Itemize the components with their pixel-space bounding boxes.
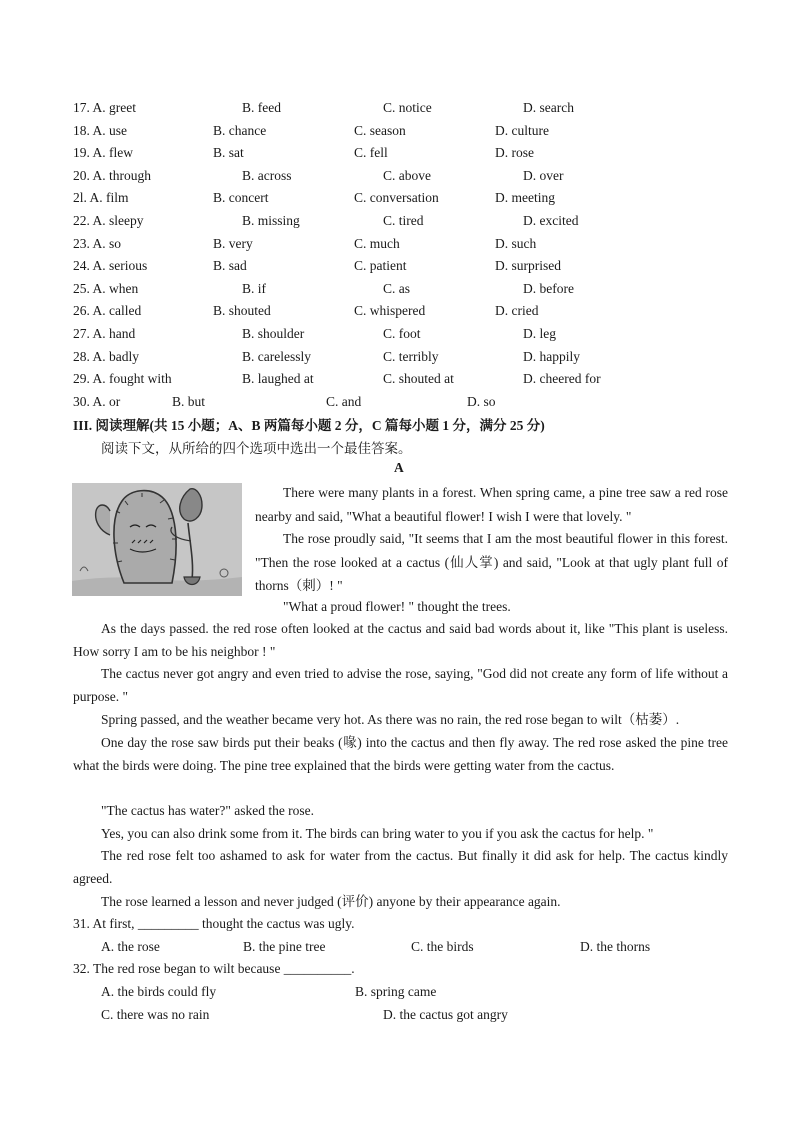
question-32-stem: 32. The red rose began to wilt because __________. <box>73 961 355 976</box>
vocab-option-a[interactable]: 26. A. called <box>73 303 142 319</box>
vocab-question-row <box>73 278 733 301</box>
vocab-option-b[interactable]: B. carelessly <box>242 348 311 364</box>
vocab-question-row <box>73 323 733 346</box>
vocab-option-b[interactable]: B. concert <box>213 190 269 206</box>
vocab-option-c[interactable]: C. as <box>383 280 410 296</box>
vocabulary-choices <box>73 97 733 413</box>
vocab-question-row <box>73 346 733 369</box>
passage-paragraph-4: As the days passed. the red rose often looked at the cactus and said bad words about it, like "This plant is useless. How sorry I am to be his neighbor ! " <box>73 621 728 659</box>
vocab-option-c[interactable]: C. terribly <box>383 348 439 364</box>
question-31-option-b[interactable]: B. the pine tree <box>243 939 326 954</box>
vocab-option-d[interactable]: D. such <box>495 235 537 251</box>
vocab-option-a[interactable]: 24. A. serious <box>73 258 148 274</box>
vocab-option-b[interactable]: B. but <box>172 393 206 409</box>
vocab-option-a[interactable]: 29. A. fought with <box>73 371 172 387</box>
question-32-option-d[interactable]: D. the cactus got angry <box>383 1007 508 1022</box>
vocab-option-a[interactable]: 2l. A. film <box>73 190 129 206</box>
vocab-option-d[interactable]: D. surprised <box>495 258 561 274</box>
vocab-option-d[interactable]: D. culture <box>495 122 549 138</box>
vocab-option-c[interactable]: C. and <box>326 393 362 409</box>
vocab-option-d[interactable]: D. so <box>467 393 496 409</box>
vocab-question-row <box>73 165 733 188</box>
passage-paragraph-10: The red rose felt too ashamed to ask for water from the cactus. But finally it did ask for help. The cactus kindly agreed. <box>73 848 728 886</box>
vocab-option-b[interactable]: B. chance <box>213 122 267 138</box>
vocab-option-d[interactable]: D. before <box>523 280 574 296</box>
vocab-option-c[interactable]: C. conversation <box>354 190 439 206</box>
vocab-question-row <box>73 97 733 120</box>
vocab-option-c[interactable]: C. patient <box>354 258 407 274</box>
vocab-option-b[interactable]: B. sat <box>213 145 244 161</box>
question-31-option-a[interactable]: A. the rose <box>101 939 160 954</box>
vocab-option-a[interactable]: 25. A. when <box>73 280 139 296</box>
vocab-option-a[interactable]: 20. A. through <box>73 167 152 183</box>
vocab-option-b[interactable]: B. across <box>242 167 292 183</box>
vocab-option-a[interactable]: 19. A. flew <box>73 145 133 161</box>
passage-paragraph-11: The rose learned a lesson and never judged (评价) anyone by their appearance again. <box>101 894 561 909</box>
vocab-option-a[interactable]: 22. A. sleepy <box>73 212 144 228</box>
question-31-option-c[interactable]: C. the birds <box>411 939 474 954</box>
question-31-stem: 31. At first, _________ thought the cactus was ugly. <box>73 916 355 931</box>
section-title: III. 阅读理解(共 15 小题；A、B 两篇每小题 2 分，C 篇每小题 1 分，满分 25 分) <box>73 418 545 433</box>
vocab-question-row <box>73 300 733 323</box>
vocab-option-a[interactable]: 18. A. use <box>73 122 127 138</box>
vocab-option-d[interactable]: D. search <box>523 100 574 115</box>
question-32-option-c[interactable]: C. there was no rain <box>101 1007 210 1022</box>
passage-label: A <box>394 460 404 475</box>
passage-paragraph-5: The cactus never got angry and even tried to advise the rose, saying, "God did not create any form of life without a purpose. " <box>73 666 728 704</box>
vocab-option-c[interactable]: C. shouted at <box>383 371 454 387</box>
vocab-option-d[interactable]: D. excited <box>523 212 579 228</box>
vocab-option-a[interactable]: 27. A. hand <box>73 325 136 341</box>
vocab-question-row <box>73 142 733 165</box>
vocab-option-b[interactable]: B. shouted <box>213 303 271 319</box>
vocab-option-a[interactable]: 30. A. or <box>73 393 121 409</box>
vocab-option-b[interactable]: B. feed <box>242 100 281 115</box>
vocab-option-c[interactable]: C. season <box>354 122 406 138</box>
vocab-option-c[interactable]: C. much <box>354 235 400 251</box>
passage-paragraph-7: One day the rose saw birds put their beaks (喙) into the cactus and then fly away. The red rose asked the pine tree what the birds were doing. The pine tree explained that the birds were getting water from the cactus. <box>73 735 728 773</box>
vocab-question-row <box>73 187 733 210</box>
vocab-option-c[interactable]: C. foot <box>383 325 421 341</box>
vocab-option-d[interactable]: D. cheered for <box>523 371 601 387</box>
vocab-question-row <box>73 120 733 143</box>
vocab-option-c[interactable]: C. fell <box>354 145 388 161</box>
passage-paragraph-1: There were many plants in a forest. When spring came, a pine tree saw a red rose nearby and said, "What a beautiful flower! I wish I were that lovely. " <box>255 485 728 524</box>
vocab-question-row <box>73 368 733 391</box>
vocab-option-c[interactable]: C. notice <box>383 100 432 115</box>
vocab-option-d[interactable]: D. cried <box>495 303 539 319</box>
vocab-option-d[interactable]: D. meeting <box>495 190 555 206</box>
passage-paragraph-9: Yes, you can also drink some from it. The birds can bring water to you if you ask the cactus for help. " <box>101 826 654 841</box>
vocab-option-d[interactable]: D. leg <box>523 325 556 341</box>
vocab-option-a[interactable]: 28. A. badly <box>73 348 139 364</box>
vocab-option-b[interactable]: B. if <box>242 280 267 296</box>
vocab-question-row <box>73 233 733 256</box>
passage-paragraph-2: The rose proudly said, "It seems that I am the most beautiful flower in this forest. "Then the rose looked at a cactus (仙人掌) and said, "Look at that ugly plant full of thorns（刺）! " <box>255 531 728 593</box>
vocab-question-row <box>73 391 733 414</box>
cactus-rose-illustration <box>72 483 242 596</box>
vocab-option-d[interactable]: D. over <box>523 167 564 183</box>
vocab-question-row <box>73 210 733 233</box>
passage-paragraph-8: "The cactus has water?" asked the rose. <box>101 803 315 818</box>
vocab-option-d[interactable]: D. rose <box>495 145 534 161</box>
section-instruction: 阅读下文，从所给的四个选项中选出一个最佳答案。 <box>101 441 412 456</box>
passage-paragraph-3: "What a proud flower! " thought the trees. <box>283 599 511 614</box>
passage-paragraph-6: Spring passed, and the weather became very hot. As there was no rain, the red rose began to wilt（枯萎）. <box>101 712 680 727</box>
vocab-option-a[interactable]: 17. A. greet <box>73 100 136 115</box>
vocab-option-c[interactable]: C. above <box>383 167 431 183</box>
question-31-option-d[interactable]: D. the thorns <box>580 939 651 954</box>
vocab-option-a[interactable]: 23. A. so <box>73 235 122 251</box>
vocab-option-b[interactable]: B. sad <box>213 258 247 274</box>
vocab-option-c[interactable]: C. whispered <box>354 303 426 319</box>
vocab-option-b[interactable]: B. missing <box>242 212 300 228</box>
question-32-option-a[interactable]: A. the birds could fly <box>101 984 217 999</box>
question-32-option-b[interactable]: B. spring came <box>355 984 437 999</box>
cactus-rose-drawing <box>72 483 242 596</box>
vocab-option-b[interactable]: B. shoulder <box>242 325 305 341</box>
vocab-question-row <box>73 255 733 278</box>
vocab-option-c[interactable]: C. tired <box>383 212 424 228</box>
vocab-option-b[interactable]: B. laughed at <box>242 371 314 387</box>
vocab-option-d[interactable]: D. happily <box>523 348 580 364</box>
vocab-option-b[interactable]: B. very <box>213 235 253 251</box>
